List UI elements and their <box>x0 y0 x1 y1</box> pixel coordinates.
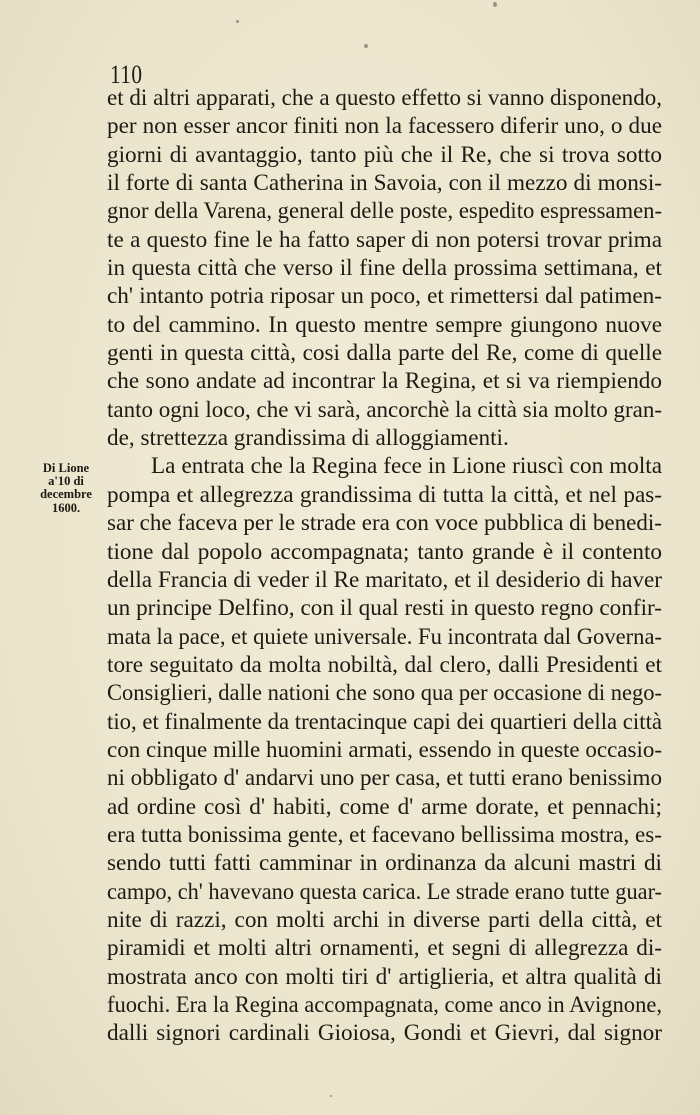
text-line: dalli signori cardinali Gioiosa, Gondi et Gievri, dal signor <box>107 1020 662 1047</box>
text-line: sar che faceva per le strade era con voce pubblica di benedi- <box>107 510 662 537</box>
page-number: 110 <box>110 60 143 89</box>
text-line: gnor della Varena, general delle poste, espedito espressamen- <box>107 198 662 225</box>
text-line: il forte di santa Catherina in Savoia, con il mezzo di monsi- <box>107 170 662 197</box>
text-line: in questa città che verso il fine della prossima settimana, et <box>107 255 662 282</box>
text-line: piramidi et molti altri ornamenti, et segni di allegrezza di- <box>107 935 662 962</box>
text-line: ni obbligato d' andarvi uno per casa, et tutti erano benissimo <box>107 765 662 792</box>
paper-speck <box>493 2 497 7</box>
text-line: con cinque mille huomini armati, essendo in queste occasio- <box>107 736 662 763</box>
text-line: pompa et allegrezza grandissima di tutta la città, et nel pas- <box>107 481 662 508</box>
text-line: mostrata anco con molti tiri d' artiglieria, et altra qualità di <box>107 963 662 990</box>
text-line: della Francia di veder il Re maritato, et il desiderio di haver <box>107 566 662 593</box>
text-line: Consiglieri, dalle nationi che sono qua per occasione di nego- <box>107 680 662 707</box>
text-line: ad ordine così d' habiti, come d' arme dorate, et pennachi; <box>107 793 662 820</box>
text-line: et di altri apparati, che a questo effetto si vanno disponendo, <box>107 85 662 111</box>
text-line: mata la pace, et quiete universale. Fu incontrata dal Governa- <box>107 623 662 650</box>
text-line: La entrata che la Regina fece in Lione riuscì con molta <box>151 453 662 480</box>
paper-speck <box>364 44 368 48</box>
text-line: nite di razzi, con molti archi in diverse parti della città, et <box>107 906 662 933</box>
body-text <box>107 84 662 1048</box>
text-line: campo, ch' havevano questa carica. Le strade erano tutte guar- <box>107 878 662 905</box>
text-line: per non esser ancor finiti non la facessero diferir uno, o due <box>107 113 662 140</box>
paper-speck <box>236 20 239 23</box>
text-line: sendo tutti fatti camminar in ordinanza da alcuni mastri di <box>107 850 662 877</box>
text-line: genti in questa città, cosi dalla parte del Re, come di quelle <box>107 340 662 367</box>
text-line: te a questo fine le ha fatto saper di non potersi trovar prima <box>107 226 662 253</box>
text-line: che sono andate ad incontrar la Regina, et si va riempiendo <box>107 368 662 395</box>
margin-note-line: decembre <box>40 487 92 502</box>
text-line: tore seguitato da molta nobiltà, dal clero, dalli Presidenti et <box>107 651 662 678</box>
text-line: ch' intanto potria riposar un poco, et rimettersi dal patimen- <box>107 283 662 310</box>
text-line: to del cammino. In questo mentre sempre giungono nuove <box>107 311 662 338</box>
margin-note-line: 1600. <box>51 500 81 515</box>
text-line: de, strettezza grandissima di alloggiamenti. <box>107 425 509 452</box>
text-line: tanto ogni loco, che vi sarà, ancorchè la città sia molto gran- <box>107 396 662 423</box>
paper-speck <box>330 1095 332 1097</box>
text-line: fuochi. Era la Regina accompagnata, come anco in Avignone, <box>107 992 662 1018</box>
text-line: giorni di avantaggio, tanto più che il Re, che si trova sotto <box>107 141 662 168</box>
text-line: tio, et finalmente da trentacinque capi dei quartieri della città <box>107 708 662 735</box>
text-line: tione dal popolo accompagnata; tanto grande è il contento <box>107 538 662 565</box>
margin-note-line: Di Lione <box>42 461 90 475</box>
margin-note-line: a'10 di <box>48 474 84 489</box>
margin-note <box>34 462 98 515</box>
text-line: un principe Delfino, con il qual resti in questo regno confir- <box>107 595 662 622</box>
text-line: era tutta bonissima gente, et facevano bellissima mostra, es- <box>107 821 662 848</box>
